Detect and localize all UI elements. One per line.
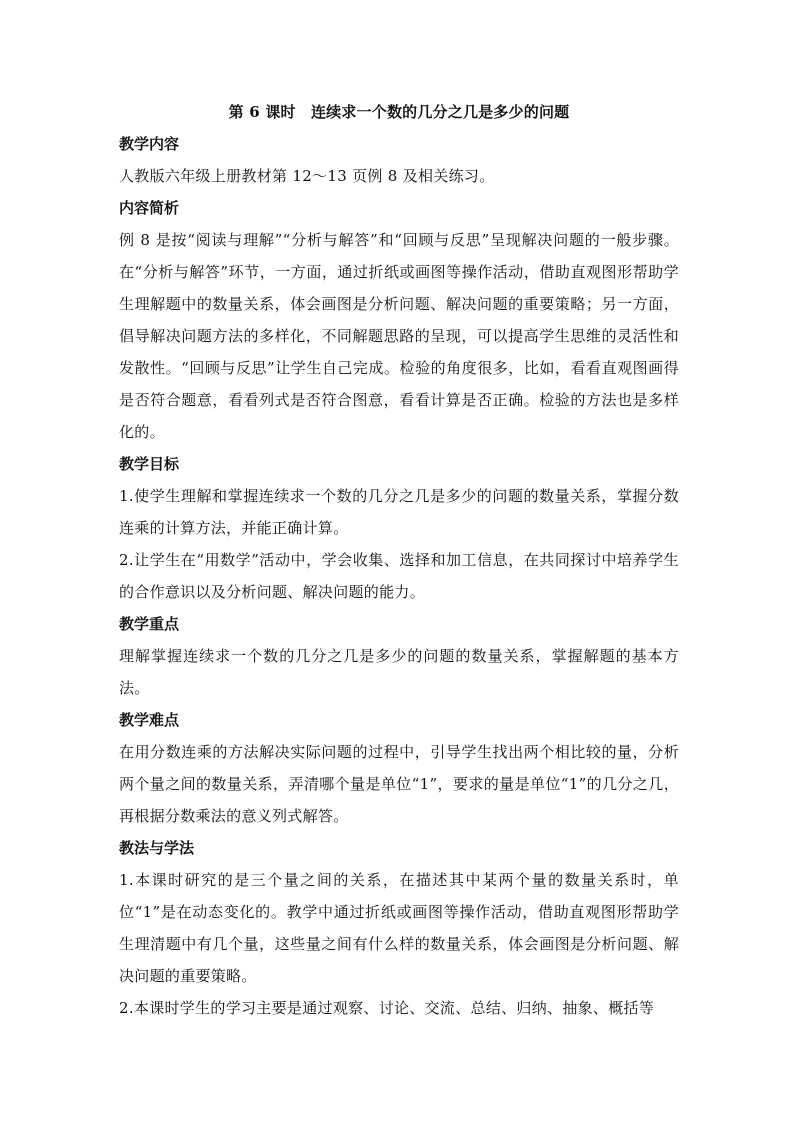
section-paragraph: 2.让学生在“用数学”活动中，学会收集、选择和加工信息，在共同探讨中培养学生的合作意识以及分析问题、解决问题的能力。: [119, 551, 679, 601]
section-paragraph: 1.本课时研究的是三个量之间的关系，在描述其中某两个量的数量关系时，单位“1”是在动态变化的。教学中通过折纸或画图等操作活动，借助直观图形帮助学生理清题中有几个量，这些量之间有什么样的数量关系，体会画图是分析问题、解决问题的重要策略。: [119, 871, 679, 985]
document-page: [119, 98, 679, 1024]
section-paragraph: 1.使学生理解和掌握连续求一个数的几分之几是多少的问题的数量关系，掌握分数连乘的计算方法，并能正确计算。: [119, 487, 679, 537]
section-methods: [119, 832, 679, 1024]
section-paragraph: 2.本课时学生的学习主要是通过观察、讨论、交流、总结、归纳、抽象、概括等: [119, 999, 655, 1017]
section-heading: 教法与学法: [119, 839, 195, 857]
section-paragraph: 例 8 是按“阅读与理解”“分析与解答”和“回顾与反思”呈现解决问题的一般步骤。在“分析与解答”环节，一方面，通过折纸或画图等操作活动，借助直观图形帮助学生理解题中的数量关系，体会画图是分析问题、解决问题的重要策略；另一方面，倡导解决问题方法的多样化，不同解题思路的呈现，可以提高学生思维的灵活性和发散性。“回顾与反思”让学生自己完成。检验的角度很多，比如，看看直观图画得是否符合题意，看看列式是否符合图意，看看计算是否正确。检验的方法也是多样化的。: [119, 231, 679, 441]
section-teaching-goals: [119, 448, 679, 608]
section-heading: 教学重点: [119, 615, 180, 633]
section-heading: 内容简析: [119, 199, 180, 217]
section-paragraph: 在用分数连乘的方法解决实际问题的过程中，引导学生找出两个相比较的量，分析两个量之间的数量关系，弄清哪个量是单位“1”，要求的量是单位“1”的几分之几，再根据分数乘法的意义列式解答。: [119, 743, 679, 825]
document-title: 第 6 课时 连续求一个数的几分之几是多少的问题: [228, 103, 570, 121]
section-difficulties: [119, 704, 679, 832]
section-heading: 教学难点: [119, 711, 180, 729]
section-heading: 教学内容: [119, 135, 180, 153]
section-content-analysis: [119, 192, 679, 448]
section-key-points: [119, 608, 679, 704]
section-heading: 教学目标: [119, 455, 180, 473]
section-teaching-content: [119, 128, 679, 192]
section-paragraph: 人教版六年级上册教材第 12～13 页例 8 及相关练习。: [119, 167, 495, 185]
section-paragraph: 理解掌握连续求一个数的几分之几是多少的问题的数量关系，掌握解题的基本方法。: [119, 647, 679, 697]
